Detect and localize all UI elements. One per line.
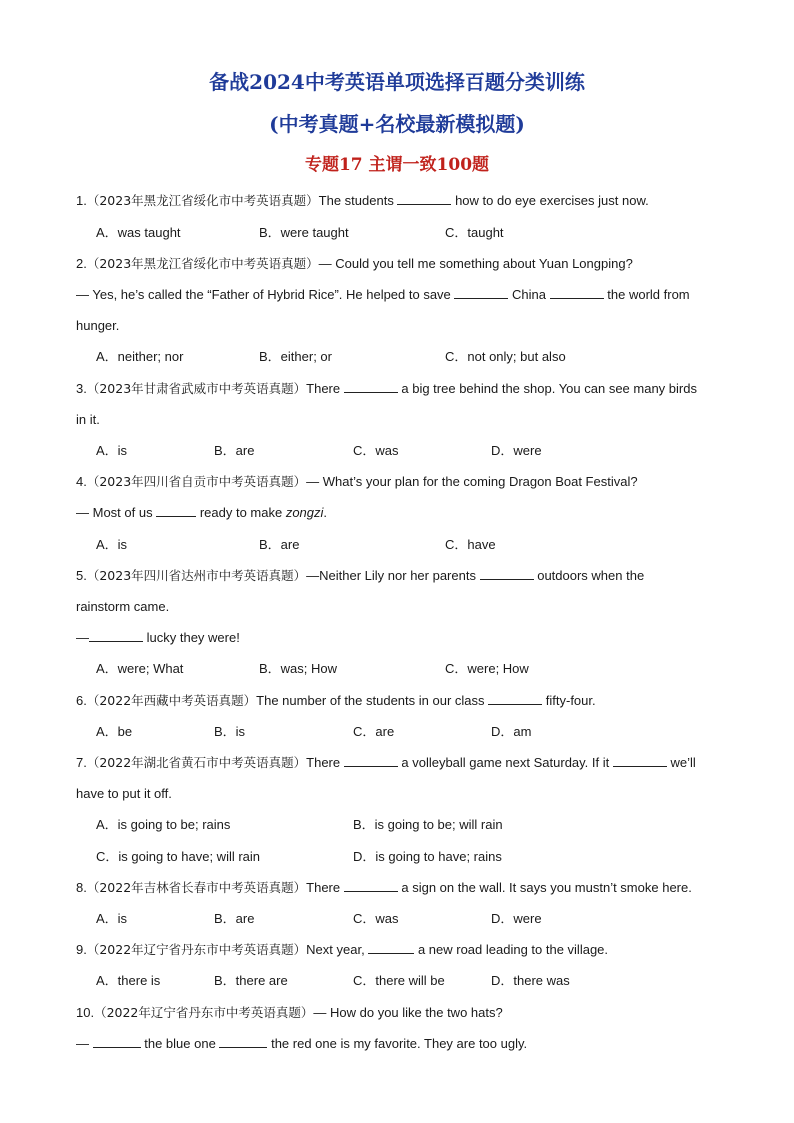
option-c[interactable]: C．there will be <box>353 973 445 988</box>
document-title: 备战2024中考英语单项选择百题分类训练 <box>209 70 585 94</box>
option-c[interactable]: C．are <box>353 724 395 739</box>
option-b[interactable]: B．is going to be; will rain <box>353 817 503 832</box>
answer-blank <box>156 504 196 517</box>
option-c[interactable]: C．is going to have; will rain <box>96 849 261 864</box>
question-5-line-3: — lucky they were! <box>76 630 240 645</box>
question-10-line-2: — the blue one the red one is my favorite. They are too ugly. <box>76 1036 528 1051</box>
option-b[interactable]: B．are <box>259 537 300 552</box>
answer-blank <box>480 567 534 580</box>
question-4-line-2: — Most of us ready to make zongzi. <box>76 505 328 520</box>
option-b[interactable]: B．were taught <box>259 225 349 240</box>
question-1: 1.（2023年黑龙江省绥化市中考英语真题）The students how to do eye exercises just now. <box>76 193 649 208</box>
answer-blank <box>488 692 542 705</box>
question-10: 10.（2022年辽宁省丹东市中考英语真题）— How do you like the two hats? <box>76 1005 503 1020</box>
option-b[interactable]: B．either; or <box>259 349 332 364</box>
answer-blank <box>219 1035 267 1048</box>
question-7-line-2: have to put it off. <box>76 786 172 801</box>
option-d[interactable]: D．were <box>491 911 542 926</box>
question-7: 7.（2022年湖北省黄石市中考英语真题）There a volleyball game next Saturday. If it we’ll <box>76 755 696 770</box>
option-b[interactable]: B．there are <box>214 973 288 988</box>
answer-blank <box>397 192 451 205</box>
option-c[interactable]: C．have <box>445 537 496 552</box>
question-2-line-2: — Yes, he’s called the “Father of Hybrid Rice”. He helped to save China the world from <box>76 287 690 302</box>
option-d[interactable]: D．were <box>491 443 542 458</box>
option-a[interactable]: A．was taught <box>96 225 181 240</box>
option-a[interactable]: A．is <box>96 443 128 458</box>
option-c[interactable]: C．taught <box>445 225 504 240</box>
document-subtitle: (中考真题+名校最新模拟题) <box>269 112 525 136</box>
option-a[interactable]: A．there is <box>96 973 161 988</box>
option-a[interactable]: A．were; What <box>96 661 184 676</box>
answer-blank <box>454 286 508 299</box>
answer-blank <box>93 1035 141 1048</box>
option-d[interactable]: D．is going to have; rains <box>353 849 502 864</box>
option-b[interactable]: B．are <box>214 443 255 458</box>
question-8: 8.（2022年吉林省长春市中考英语真题）There a sign on the wall. It says you mustn’t smoke here. <box>76 880 692 895</box>
option-a[interactable]: A．neither; nor <box>96 349 184 364</box>
option-c[interactable]: C．not only; but also <box>445 349 566 364</box>
option-a[interactable]: A．is <box>96 537 128 552</box>
answer-blank <box>550 286 604 299</box>
option-c[interactable]: C．were; How <box>445 661 529 676</box>
option-a[interactable]: A．is going to be; rains <box>96 817 231 832</box>
answer-blank <box>89 629 143 642</box>
option-c[interactable]: C．was <box>353 911 399 926</box>
option-d[interactable]: D．am <box>491 724 532 739</box>
answer-blank <box>344 380 398 393</box>
topic-title: 专题17 主谓一致100题 <box>304 155 490 175</box>
option-b[interactable]: B．was; How <box>259 661 338 676</box>
option-a[interactable]: A．be <box>96 724 133 739</box>
option-a[interactable]: A．is <box>96 911 128 926</box>
answer-blank <box>344 754 398 767</box>
question-6: 6.（2022年西藏中考英语真题）The number of the students in our class fifty-four. <box>76 693 596 708</box>
question-5: 5.（2023年四川省达州市中考英语真题）—Neither Lily nor her parents outdoors when the <box>76 568 645 583</box>
option-b[interactable]: B．is <box>214 724 246 739</box>
question-9: 9.（2022年辽宁省丹东市中考英语真题）Next year, a new road leading to the village. <box>76 942 609 957</box>
question-2-line-3: hunger. <box>76 318 120 333</box>
question-3-line-2: in it. <box>76 412 100 427</box>
question-3: 3.（2023年甘肃省武威市中考英语真题）There a big tree behind the shop. You can see many birds <box>76 381 697 396</box>
question-5-line-2: rainstorm came. <box>76 599 170 614</box>
option-b[interactable]: B．are <box>214 911 255 926</box>
option-d[interactable]: D．there was <box>491 973 570 988</box>
question-4: 4.（2023年四川省自贡市中考英语真题）— What’s your plan for the coming Dragon Boat Festival? <box>76 474 638 489</box>
answer-blank <box>613 754 667 767</box>
question-2: 2.（2023年黑龙江省绥化市中考英语真题）— Could you tell me something about Yuan Longping? <box>76 256 633 271</box>
answer-blank <box>344 879 398 892</box>
answer-blank <box>368 941 414 954</box>
option-c[interactable]: C．was <box>353 443 399 458</box>
